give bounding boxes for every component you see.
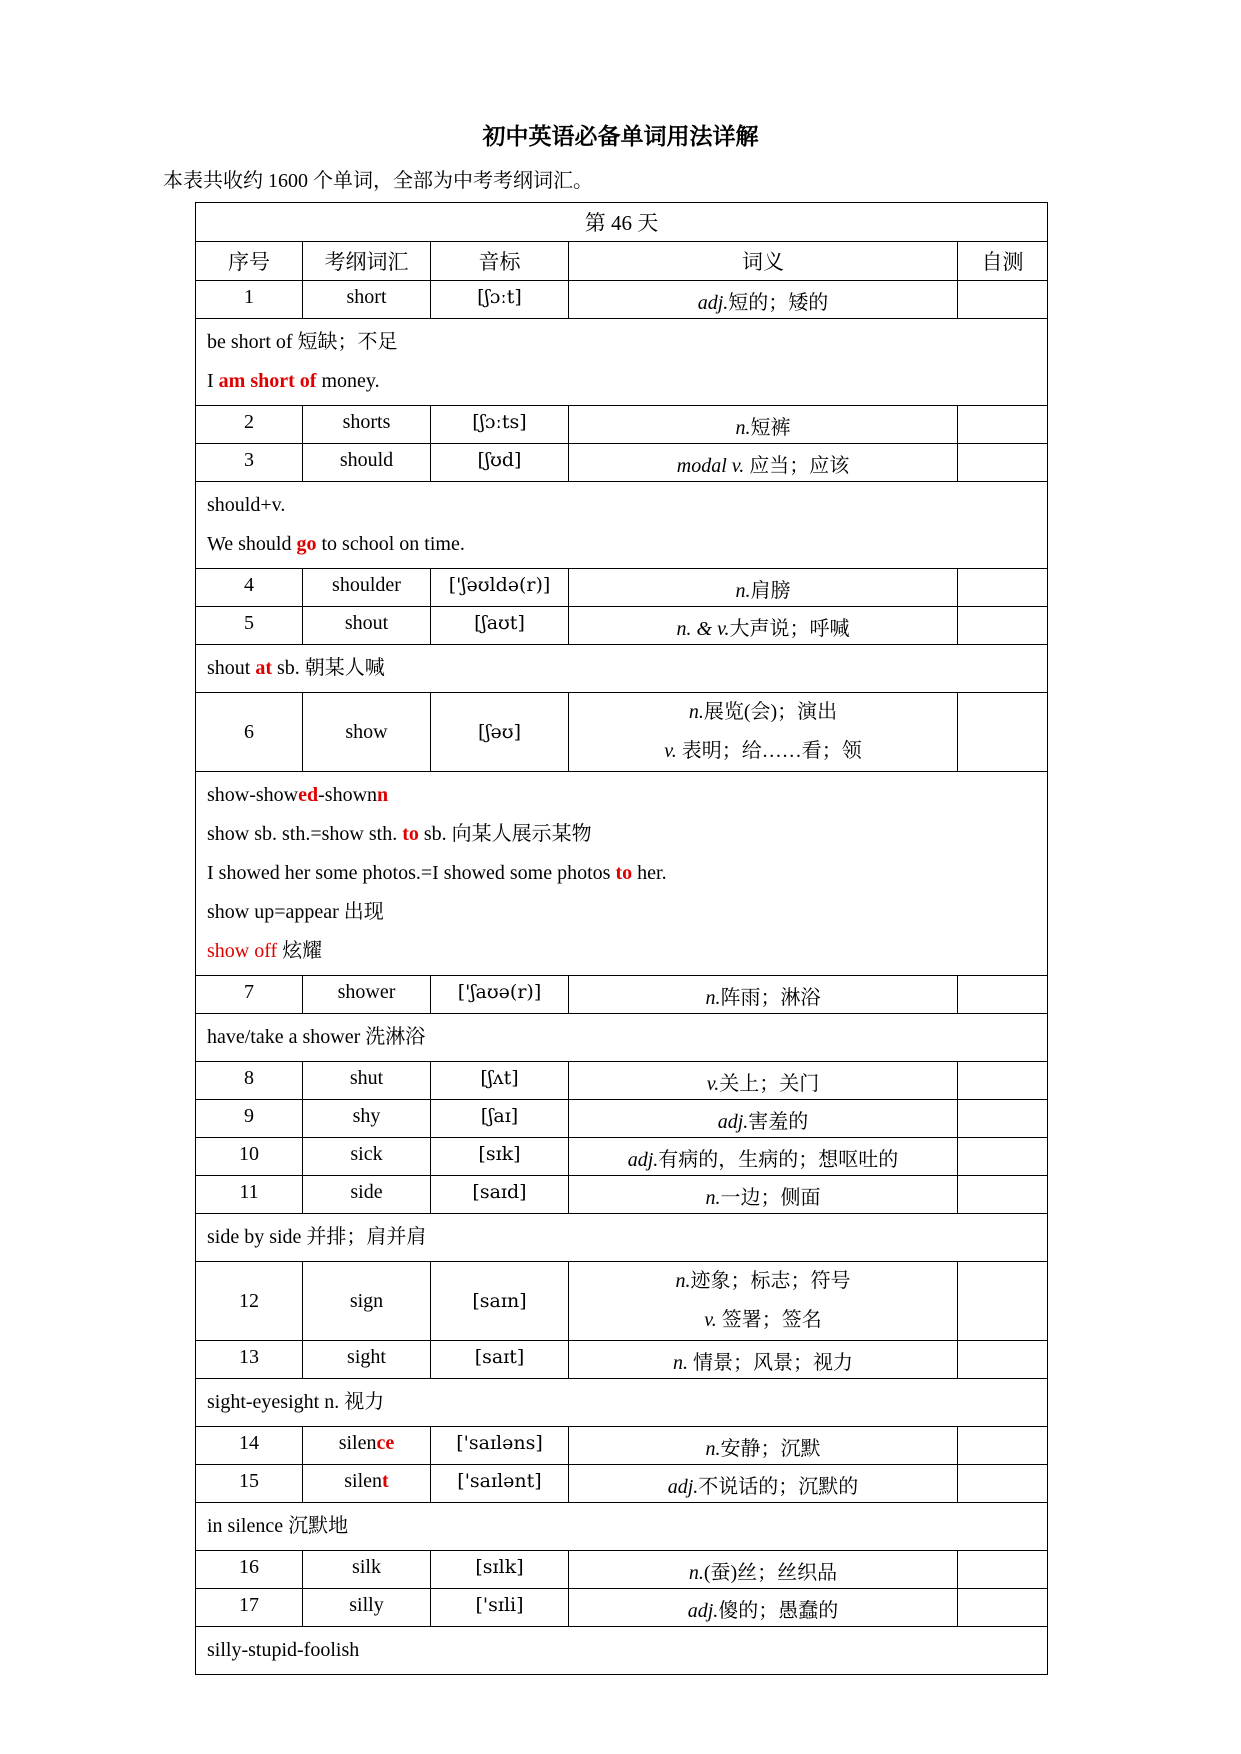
word-meaning [569,569,958,607]
part-of-speech: adj. [627,1149,659,1171]
note-line [207,362,1036,401]
vocabulary-word: shower [303,976,431,1014]
word-suffix-highlight: t [382,1470,389,1492]
page-title: 初中英语必备单词用法详解 [482,124,759,149]
phonetic-symbol: ['saɪləns] [431,1427,569,1465]
self-test-cell[interactable] [958,1589,1048,1627]
note-line [207,815,1036,854]
meaning-text: 短的；矮的 [728,292,829,314]
meaning-text: 肩膀 [750,580,791,602]
note-line [207,932,1036,971]
self-test-cell[interactable] [958,1138,1048,1176]
word-number: 13 [196,1341,303,1379]
note-line [207,323,1036,362]
note-highlight: show off [207,940,278,962]
note-line [207,1631,1036,1670]
part-of-speech: v. [704,1309,717,1331]
part-of-speech: modal v. [676,455,745,477]
note-highlight: am short of [218,370,317,392]
phonetic-symbol: [saɪn] [431,1262,569,1341]
word-number: 11 [196,1176,303,1214]
word-meaning [569,406,958,444]
meaning-text: 情景；风景；视力 [688,1352,853,1374]
vocabulary-word: side [303,1176,431,1214]
word-row [196,1100,1048,1138]
word-number: 6 [196,693,303,772]
part-of-speech: adj. [697,292,729,314]
usage-note-row [196,1014,1048,1062]
word-number: 15 [196,1465,303,1503]
vocabulary-word: silk [303,1551,431,1589]
word-meaning [569,1138,958,1176]
word-number: 2 [196,406,303,444]
meaning-text: (蚕)丝；丝织品 [703,1562,838,1584]
self-test-cell[interactable] [958,1100,1048,1138]
word-row [196,1262,1048,1341]
vocabulary-table [195,202,1048,1675]
word-row [196,693,1048,772]
word-number: 1 [196,281,303,319]
usage-note [196,319,1048,406]
self-test-cell[interactable] [958,1262,1048,1341]
word-row [196,607,1048,645]
meaning-text: 傻的；愚蠢的 [718,1600,839,1622]
meaning-text: 签署；签名 [716,1309,822,1331]
meaning-line [569,732,957,771]
word-number: 8 [196,1062,303,1100]
phonetic-symbol: [sɪk] [431,1138,569,1176]
note-text: sb. 朝某人喊 [272,657,385,679]
usage-note-row [196,645,1048,693]
self-test-cell[interactable] [958,1176,1048,1214]
word-meaning [569,444,958,482]
usage-note [196,1379,1048,1427]
part-of-speech: adj. [717,1111,749,1133]
note-highlight: n [377,784,389,806]
usage-note-row [196,482,1048,569]
note-text: have/take a shower 洗淋浴 [207,1026,426,1048]
word-meaning [569,1262,958,1341]
usage-note-row [196,772,1048,976]
note-line [207,525,1036,564]
phonetic-symbol: [ʃɔːts] [431,406,569,444]
phonetic-symbol: [ʃʊd] [431,444,569,482]
note-text: her. [632,862,667,884]
note-text: shout [207,657,256,679]
note-text: sight-eyesight n. 视力 [207,1391,385,1413]
word-meaning [569,1551,958,1589]
word-number: 17 [196,1589,303,1627]
word-row [196,444,1048,482]
phonetic-symbol: [ʃɔːt] [431,281,569,319]
note-line [207,1218,1036,1257]
note-line [207,486,1036,525]
part-of-speech: n. [705,1438,721,1460]
day-heading: 第 46 天 [196,203,1048,242]
word-meaning [569,1341,958,1379]
note-text: show up=appear 出现 [207,901,384,923]
phonetic-symbol: [ʃaʊt] [431,607,569,645]
vocabulary-word: shut [303,1062,431,1100]
note-highlight: to [402,823,419,845]
word-row [196,1062,1048,1100]
word-number: 12 [196,1262,303,1341]
meaning-text: 短裤 [750,417,791,439]
phonetic-symbol: ['ʃəʊldə(r)] [431,569,569,607]
self-test-cell[interactable] [958,406,1048,444]
header-number: 序号 [196,242,303,281]
note-text: I [207,370,219,392]
phonetic-symbol: [saɪd] [431,1176,569,1214]
meaning-text: 不说话的；沉默的 [698,1476,859,1498]
note-text: should+v. [207,494,286,516]
phonetic-symbol: [saɪt] [431,1341,569,1379]
vocabulary-word: sick [303,1138,431,1176]
meaning-text: 安静；沉默 [720,1438,821,1460]
note-line [207,1018,1036,1057]
meaning-text: 迹象；标志；符号 [690,1270,851,1292]
phonetic-symbol: [ʃəʊ] [431,693,569,772]
word-meaning [569,281,958,319]
part-of-speech: adj. [687,1600,719,1622]
vocabulary-word: shoulder [303,569,431,607]
usage-note [196,1014,1048,1062]
word-row [196,1589,1048,1627]
note-text: -shown [318,784,378,806]
vocabulary-word: should [303,444,431,482]
word-number: 14 [196,1427,303,1465]
usage-note-row [196,1627,1048,1675]
word-meaning [569,976,958,1014]
usage-note-row [196,1379,1048,1427]
vocabulary-word: short [303,281,431,319]
note-text: money. [316,370,380,392]
self-test-cell[interactable] [958,1341,1048,1379]
note-text: silly-stupid-foolish [207,1639,360,1661]
note-text: be short of 短缺；不足 [207,331,398,353]
word-row [196,569,1048,607]
part-of-speech: n. [673,1352,688,1374]
usage-note-row [196,1214,1048,1262]
part-of-speech: n. [688,1562,704,1584]
word-row [196,1176,1048,1214]
word-meaning [569,1062,958,1100]
usage-note-row [196,1503,1048,1551]
phonetic-symbol: [ʃʌt] [431,1062,569,1100]
vocabulary-word: shorts [303,406,431,444]
note-line [207,893,1036,932]
word-meaning [569,607,958,645]
note-line [207,1507,1036,1546]
vocabulary-word: sign [303,1262,431,1341]
vocabulary-word: sight [303,1341,431,1379]
phonetic-symbol: ['saɪlənt] [431,1465,569,1503]
header-word: 考纲词汇 [303,242,431,281]
note-highlight: go [296,533,317,555]
note-highlight: ed [298,784,319,806]
word-number: 7 [196,976,303,1014]
phonetic-symbol: [ʃaɪ] [431,1100,569,1138]
word-number: 5 [196,607,303,645]
usage-note [196,482,1048,569]
self-test-cell[interactable] [958,281,1048,319]
note-highlight: to [615,862,633,884]
self-test-cell[interactable] [958,1465,1048,1503]
note-text: We should [207,533,297,555]
part-of-speech: adj. [667,1476,699,1498]
usage-note [196,1214,1048,1262]
header-self-test: 自测 [958,242,1048,281]
word-row [196,1138,1048,1176]
self-test-cell[interactable] [958,1062,1048,1100]
self-test-cell[interactable] [958,569,1048,607]
word-row [196,1427,1048,1465]
usage-note [196,1503,1048,1551]
word-row [196,976,1048,1014]
self-test-cell[interactable] [958,1427,1048,1465]
note-text: sb. 向某人展示某物 [418,823,592,845]
meaning-line [569,1301,957,1340]
part-of-speech: n. [705,1187,721,1209]
self-test-cell[interactable] [958,693,1048,772]
word-meaning [569,1100,958,1138]
intro-text: 本表共收约 1600 个单词，全部为中考考纲词汇。 [163,170,593,192]
note-line [207,776,1036,815]
vocabulary-word: silly [303,1589,431,1627]
note-text: to school on time. [316,533,465,555]
vocabulary-word [303,1427,431,1465]
note-text: I showed her some photos.=I showed some photos [207,862,616,884]
header-row [196,242,1048,281]
meaning-line [569,693,957,732]
note-line [207,1383,1036,1422]
usage-note-row [196,319,1048,406]
word-number: 16 [196,1551,303,1589]
word-row [196,281,1048,319]
word-meaning [569,1465,958,1503]
self-test-cell[interactable] [958,976,1048,1014]
part-of-speech: n. [735,580,751,602]
meaning-text: 一边；侧面 [720,1187,821,1209]
header-phonetic: 音标 [431,242,569,281]
note-highlight: at [255,657,273,679]
part-of-speech: n. [675,1270,691,1292]
note-text: show-show [207,784,299,806]
usage-note [196,645,1048,693]
self-test-cell[interactable] [958,1551,1048,1589]
word-suffix-highlight: ce [376,1432,395,1454]
usage-note [196,1627,1048,1675]
phonetic-symbol: [sɪlk] [431,1551,569,1589]
meaning-text: 关上；关门 [719,1073,820,1095]
note-text: in silence 沉默地 [207,1515,349,1537]
word-stem: silen [344,1470,383,1492]
vocabulary-word: shy [303,1100,431,1138]
word-row [196,406,1048,444]
part-of-speech: n. [735,417,751,439]
word-meaning [569,1589,958,1627]
meaning-text: 展览(会)；演出 [703,701,838,723]
meaning-text: 有病的，生病的；想呕吐的 [658,1149,899,1171]
note-line [207,854,1036,893]
usage-note [196,772,1048,976]
meaning-text: 表明；给……看；领 [676,740,862,762]
note-text: side by side 并排；肩并肩 [207,1226,427,1248]
meaning-text: 应当；应该 [744,455,850,477]
part-of-speech: v. [664,740,677,762]
word-number: 3 [196,444,303,482]
word-number: 4 [196,569,303,607]
note-text: 炫耀 [277,940,323,962]
phonetic-symbol: ['sɪli] [431,1589,569,1627]
header-meaning: 词义 [569,242,958,281]
word-number: 10 [196,1138,303,1176]
self-test-cell[interactable] [958,444,1048,482]
word-row [196,1465,1048,1503]
vocabulary-word: shout [303,607,431,645]
vocabulary-word [303,1465,431,1503]
word-meaning [569,693,958,772]
note-text: show sb. sth.=show sth. [207,823,403,845]
part-of-speech: n. [688,701,704,723]
part-of-speech: v. [706,1073,720,1095]
word-meaning [569,1176,958,1214]
word-row [196,1551,1048,1589]
phonetic-symbol: ['ʃaʊə(r)] [431,976,569,1014]
meaning-text: 大声说；呼喊 [729,618,850,640]
word-number: 9 [196,1100,303,1138]
part-of-speech: n. & v. [676,618,730,640]
meaning-text: 阵雨；淋浴 [720,987,821,1009]
word-row [196,1341,1048,1379]
self-test-cell[interactable] [958,607,1048,645]
word-meaning [569,1427,958,1465]
meaning-line [569,1262,957,1301]
note-line [207,649,1036,688]
word-stem: silen [338,1432,377,1454]
vocabulary-word: show [303,693,431,772]
part-of-speech: n. [705,987,721,1009]
meaning-text: 害羞的 [748,1111,809,1133]
